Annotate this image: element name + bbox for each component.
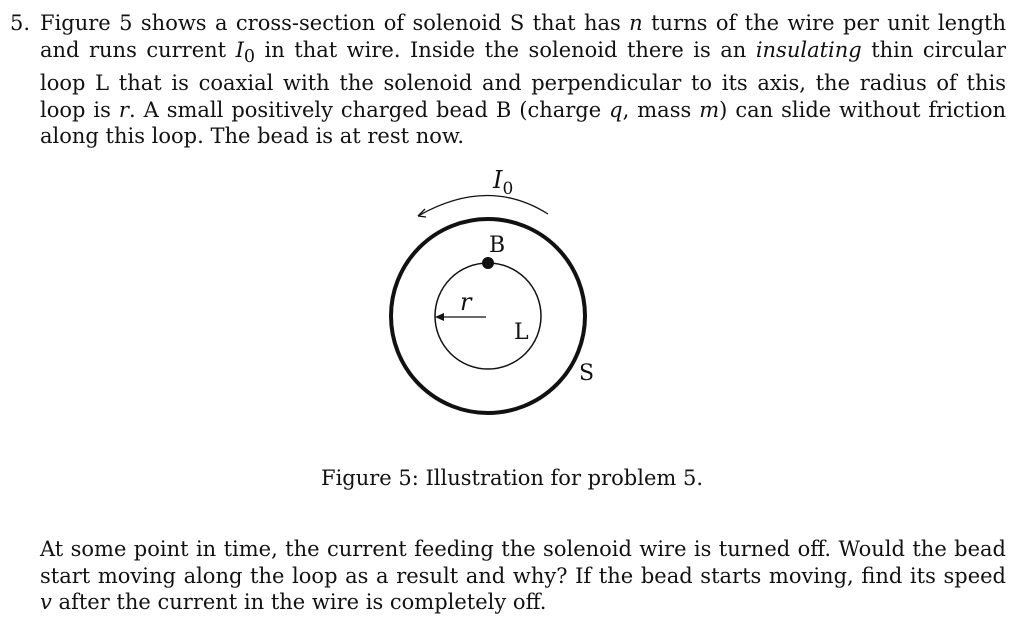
bead [482,257,494,269]
radius-label: r [460,288,472,316]
intro-text: thin circular loop L that is coaxial with the solenoid and perpendicular to its axis, the radius of this loop is [40,37,1006,122]
intro-text: in that wire. Inside the solenoid there is an [255,37,756,62]
question-text: At some point in time, the current feeding the solenoid wire is turned off. Would the bead start moving along the loop as a result and why? If the bead starts moving, find its speed [40,537,1006,588]
bead-label: B [489,233,506,258]
problem-question [40,536,1006,616]
intro-text: ) can slide without friction along this loop. The bead is at rest now. [40,97,1007,149]
var-n: n [629,11,643,35]
problem-statement [10,10,1006,150]
var-r: r [118,97,129,122]
solenoid-diagram [380,162,610,420]
problem-number: 5. [10,11,31,35]
loop-label: L [514,320,529,345]
current-label-sub: 0 [502,179,514,199]
emphasis-insulating: insulating [755,37,862,62]
problem-intro [40,10,1006,150]
var-I: I [235,37,244,62]
current-label-var: I [493,166,503,194]
intro-text: turns of the wire per unit length and runs current [40,11,1006,62]
loop-circle [435,263,541,369]
solenoid-circle [391,219,585,413]
question-text: after the current in the wire is completely off. [51,590,547,614]
var-m: m [699,97,720,122]
intro-text: Figure 5 shows a cross-section of solenoid S that has [40,11,630,35]
intro-text: . A small positively charged bead B (charge [128,97,610,122]
figure-caption: Figure 5: Illustration for problem 5. [321,466,703,490]
var-q: q [609,97,623,122]
intro-text: , mass [622,97,700,122]
current-label [492,166,513,199]
subscript-0: 0 [243,46,256,67]
var-v: v [40,590,52,614]
figure-5 [380,162,610,420]
solenoid-label: S [579,361,595,386]
current-arrow-arc [418,195,548,216]
radius-arrow-head [435,313,444,321]
